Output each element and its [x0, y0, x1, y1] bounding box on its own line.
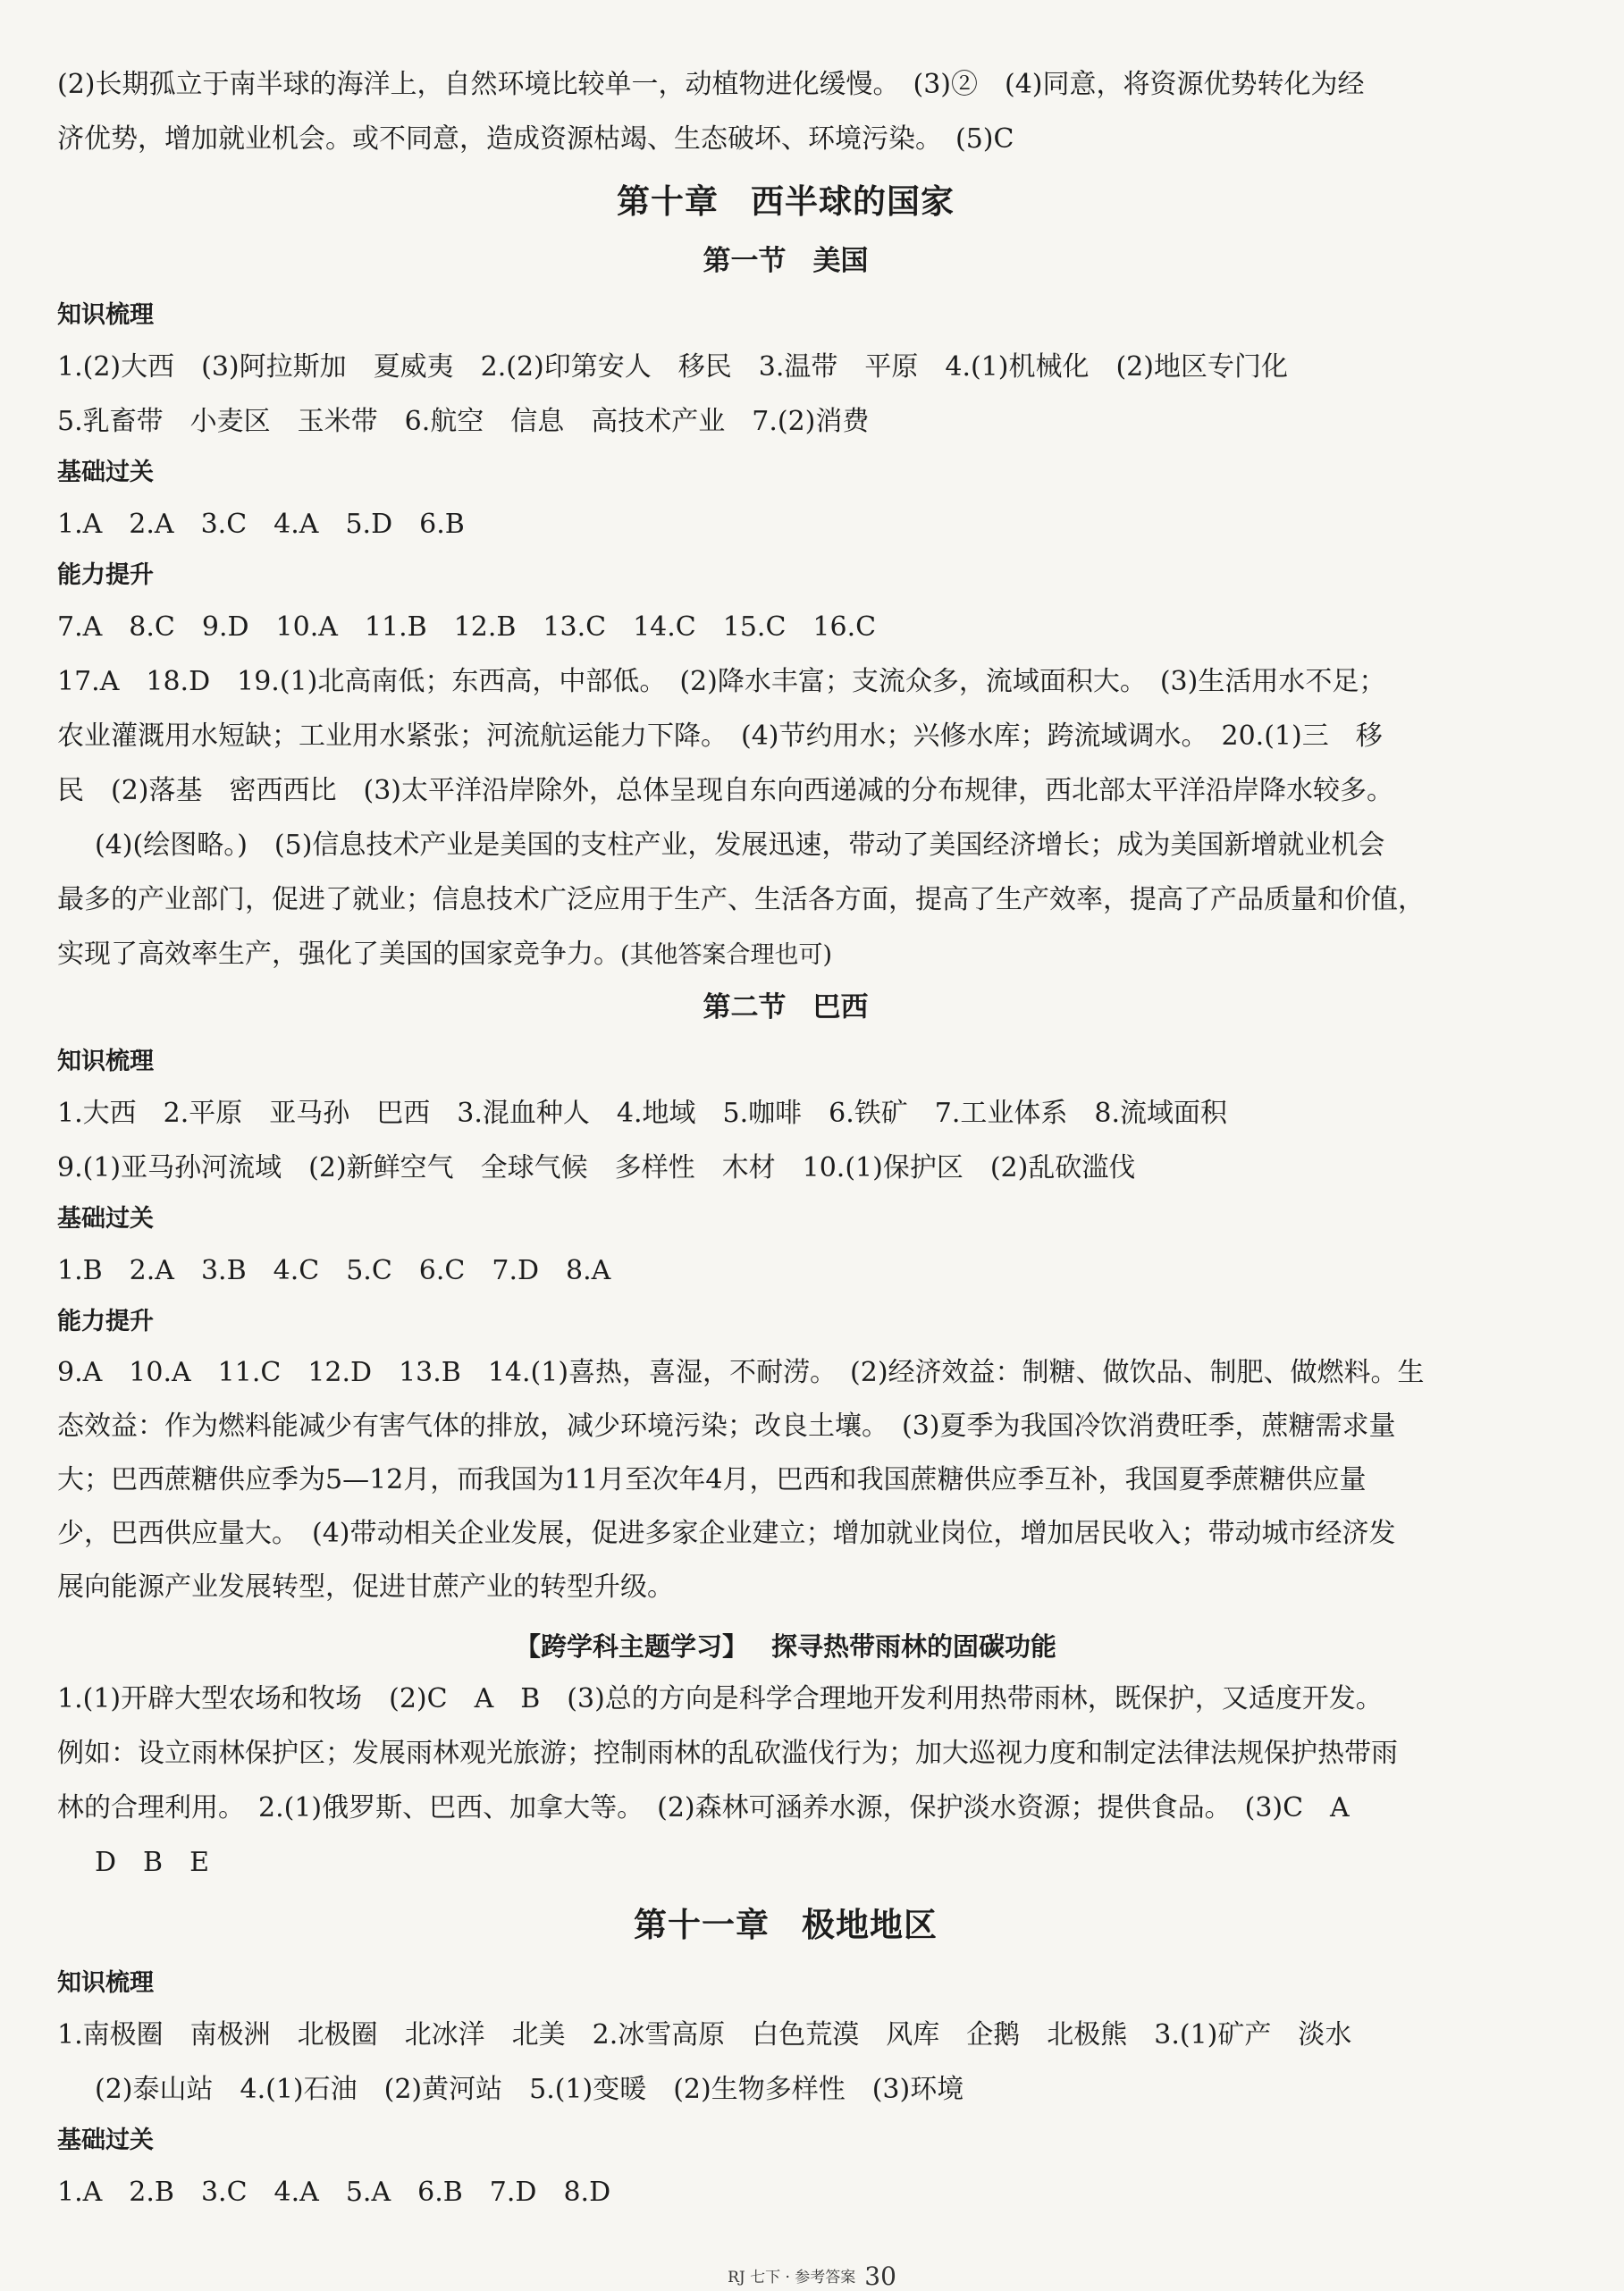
- answer-line: 1.A 2.A 3.C 4.A 5.D 6.B: [57, 509, 465, 540]
- section-heading: 知识梳理: [57, 301, 154, 329]
- answer-line: 9.A 10.A 11.C 12.D 13.B 14.(1)喜热，喜湿，不耐涝。 (2)经济效益：制糖、做饮品、制肥、做燃料。生: [57, 1357, 1425, 1388]
- answer-note: (其他答案合理也可): [620, 941, 833, 969]
- answer-line: 1.B 2.A 3.B 4.C 5.C 6.C 7.D 8.A: [57, 1255, 611, 1286]
- answer-line: 农业灌溉用水短缺；工业用水紧张；河流航运能力下降。 (4)节约用水；兴修水库；跨流域调水。 20.(1)三 移: [57, 720, 1383, 752]
- answer-line: 最多的产业部门，促进了就业；信息技术广泛应用于生产、生活各方面，提高了生产效率，提高了产品质量和价值，: [57, 884, 1425, 915]
- answer-line: 展向能源产业发展转型，促进甘蔗产业的转型升级。: [57, 1571, 674, 1603]
- answer-line: 态效益：作为燃料能减少有害气体的排放，减少环境污染；改良土壤。 (3)夏季为我国冷饮消费旺季，蔗糖需求量: [57, 1411, 1396, 1442]
- section-1-title: 第一节 美国: [703, 245, 869, 277]
- page-number: 30: [864, 2262, 896, 2291]
- section-2-title: 第二节 巴西: [703, 991, 869, 1023]
- answer-line: 林的合理利用。 2.(1)俄罗斯、巴西、加拿大等。 (2)森林可涵养水源，保护淡水资源；提供食品。 (3)C A: [57, 1792, 1350, 1824]
- intro-line-1: (2)长期孤立于南半球的海洋上，自然环境比较单一，动植物进化缓慢。 (3)② (4)同意，将资源优势转化为经: [57, 69, 1365, 100]
- section-heading: 知识梳理: [57, 1048, 154, 1075]
- chapter-10-title: 第十章 西半球的国家: [617, 182, 955, 221]
- page-footer: [0, 2262, 1624, 2291]
- answer-line: 民 (2)落基 密西西比 (3)太平洋沿岸除外，总体呈现自东向西递减的分布规律，西北部太平洋沿岸降水较多。: [57, 775, 1393, 806]
- answer-line: 1.(1)开辟大型农场和牧场 (2)C A B (3)总的方向是科学合理地开发利用热带雨林，既保护，又适度开发。: [57, 1683, 1383, 1714]
- answer-line: (2)泰山站 4.(1)石油 (2)黄河站 5.(1)变暖 (2)生物多样性 (3)环境: [95, 2074, 964, 2105]
- section-heading: 基础过关: [57, 2127, 154, 2154]
- answer-line: 1.(2)大西 (3)阿拉斯加 夏威夷 2.(2)印第安人 移民 3.温带 平原 4.(1)机械化 (2)地区专门化: [57, 351, 1288, 383]
- answer-line: 1.A 2.B 3.C 4.A 5.A 6.B 7.D 8.D: [57, 2177, 611, 2208]
- section-heading: 知识梳理: [57, 1969, 154, 1997]
- cross-disciplinary-title: 【跨学科主题学习】 探寻热带雨林的固碳功能: [514, 1631, 1057, 1662]
- answer-line: 例如：设立雨林保护区；发展雨林观光旅游；控制雨林的乱砍滥伐行为；加大巡视力度和制定法律法规保护热带雨: [57, 1738, 1398, 1769]
- answer-line: 实现了高效率生产，强化了美国的国家竞争力。(其他答案合理也可): [57, 939, 833, 970]
- section-heading: 基础过关: [57, 1205, 154, 1233]
- answer-line: (4)(绘图略。) (5)信息技术产业是美国的支柱产业，发展迅速，带动了美国经济增长；成为美国新增就业机会: [95, 830, 1385, 861]
- answer-line: 7.A 8.C 9.D 10.A 11.B 12.B 13.C 14.C 15.C 16.C: [57, 611, 877, 643]
- section-heading: 基础过关: [57, 459, 154, 486]
- section-heading: 能力提升: [57, 1308, 154, 1335]
- answer-line: 5.乳畜带 小麦区 玉米带 6.航空 信息 高技术产业 7.(2)消费: [57, 406, 870, 437]
- answer-line: D B E: [95, 1847, 209, 1878]
- chapter-11-title: 第十一章 极地地区: [634, 1906, 938, 1944]
- answer-line: 少，巴西供应量大。 (4)带动相关企业发展，促进多家企业建立；增加就业岗位，增加居民收入；带动城市经济发: [57, 1518, 1396, 1549]
- answer-line: 大；巴西蔗糖供应季为5—12月，而我国为11月至次年4月，巴西和我国蔗糖供应季互补，我国夏季蔗糖供应量: [57, 1464, 1367, 1495]
- intro-line-2: 济优势，增加就业机会。或不同意，造成资源枯竭、生态破坏、环境污染。 (5)C: [57, 123, 1014, 155]
- page-content: [57, 57, 1514, 2219]
- answer-line: 1.南极圈 南极洲 北极圈 北冰洋 北美 2.冰雪高原 白色荒漠 风库 企鹅 北极熊 3.(1)矿产 淡水: [57, 2019, 1352, 2051]
- answer-line: 9.(1)亚马孙河流域 (2)新鲜空气 全球气候 多样性 木材 10.(1)保护区 (2)乱砍滥伐: [57, 1152, 1136, 1183]
- footer-label: RJ 七下 · 参考答案: [728, 2269, 856, 2287]
- section-heading: 能力提升: [57, 561, 154, 589]
- answer-line: 1.大西 2.平原 亚马孙 巴西 3.混血种人 4.地域 5.咖啡 6.铁矿 7.工业体系 8.流域面积: [57, 1098, 1227, 1129]
- answer-line: 17.A 18.D 19.(1)北高南低；东西高，中部低。 (2)降水丰富；支流众多，流域面积大。 (3)生活用水不足；: [57, 666, 1386, 697]
